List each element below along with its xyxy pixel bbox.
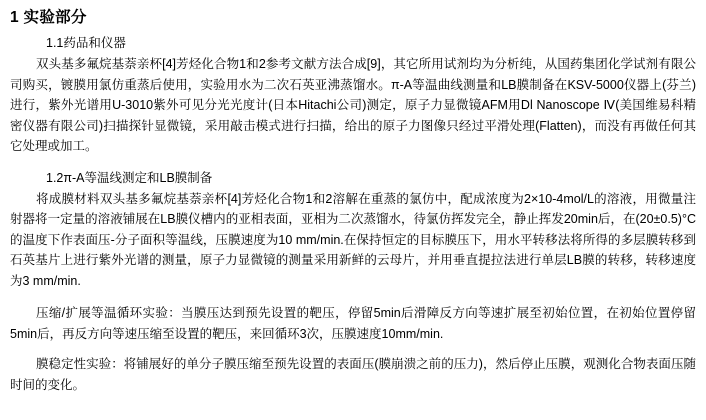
paragraph: 双头基多氟烷基萘亲杯[4]芳烃化合物1和2参考文献方法合成[9]，其它所用试剂均为分析纯，从国药集团化学试剂有限公司购买，镀膜用氯仿重蒸后使用，实验用水为二次石英亚沸蒸馏水。π-A等温曲线测量和LB膜制备在KSV-5000仪器上(芬兰)进行，紫外光谱用U-3010紫外可见分光光度计(日本Hitachi公司)测定，原子力显微镜AFM用Dl Nanoscope Ⅳ(美国维易科精密仪器有限公司)扫描探针显微镜，采用敲击模式进行扫描，给出的原子力图像只经过平滑处理(Flatten)，而没有再做任何其它处理或加工。 xyxy=(10,57,696,153)
page-title: 1 实验部分 xyxy=(10,9,87,26)
paragraph: 将成膜材料双头基多氟烷基萘亲杯[4]芳烃化合物1和2溶解在重蒸的氯仿中，配成浓度为2×10-4mol/L的溶液，用微量注射器将一定量的溶液铺展在LB膜仪槽内的亚相表面，亚相为二次蒸馏水，待氯仿挥发完全，静止挥发20min后，在(20±0.5)°C的温度下作表面压-分子面积等温线，压膜速度为10 mm/min.在保持恒定的目标膜压下，用水平转移法将所得的多层膜转移到石英基片上进行紫外光谱的测量，原子力显微镜的测量采用新鲜的云母片，并用垂直提拉法进行单层LB膜的转移，转移速度为3 mm/min. xyxy=(10,191,696,288)
paragraph: 压缩/扩展等温循环实验：当膜压达到预先设置的靶压，停留5min后滑障反方向等速扩展至初始位置，在初始位置停留5min后，再反方向等速压缩至设置的靶压，来回循环3次，压膜速度10mm/min. xyxy=(10,306,696,341)
paragraph: 膜稳定性实验：将铺展好的单分子膜压缩至预先设置的表面压(膜崩溃之前的压力)，然后停止压膜，观测化合物表面压随时间的变化。 xyxy=(10,357,696,392)
section-materials-and-instruments xyxy=(10,34,696,157)
section-heading: 1.2π-A等温线测定和LB膜制备 xyxy=(46,170,213,185)
section-heading: 1.1药品和仪器 xyxy=(46,36,126,50)
section-isotherm-and-lb-film xyxy=(10,169,696,396)
